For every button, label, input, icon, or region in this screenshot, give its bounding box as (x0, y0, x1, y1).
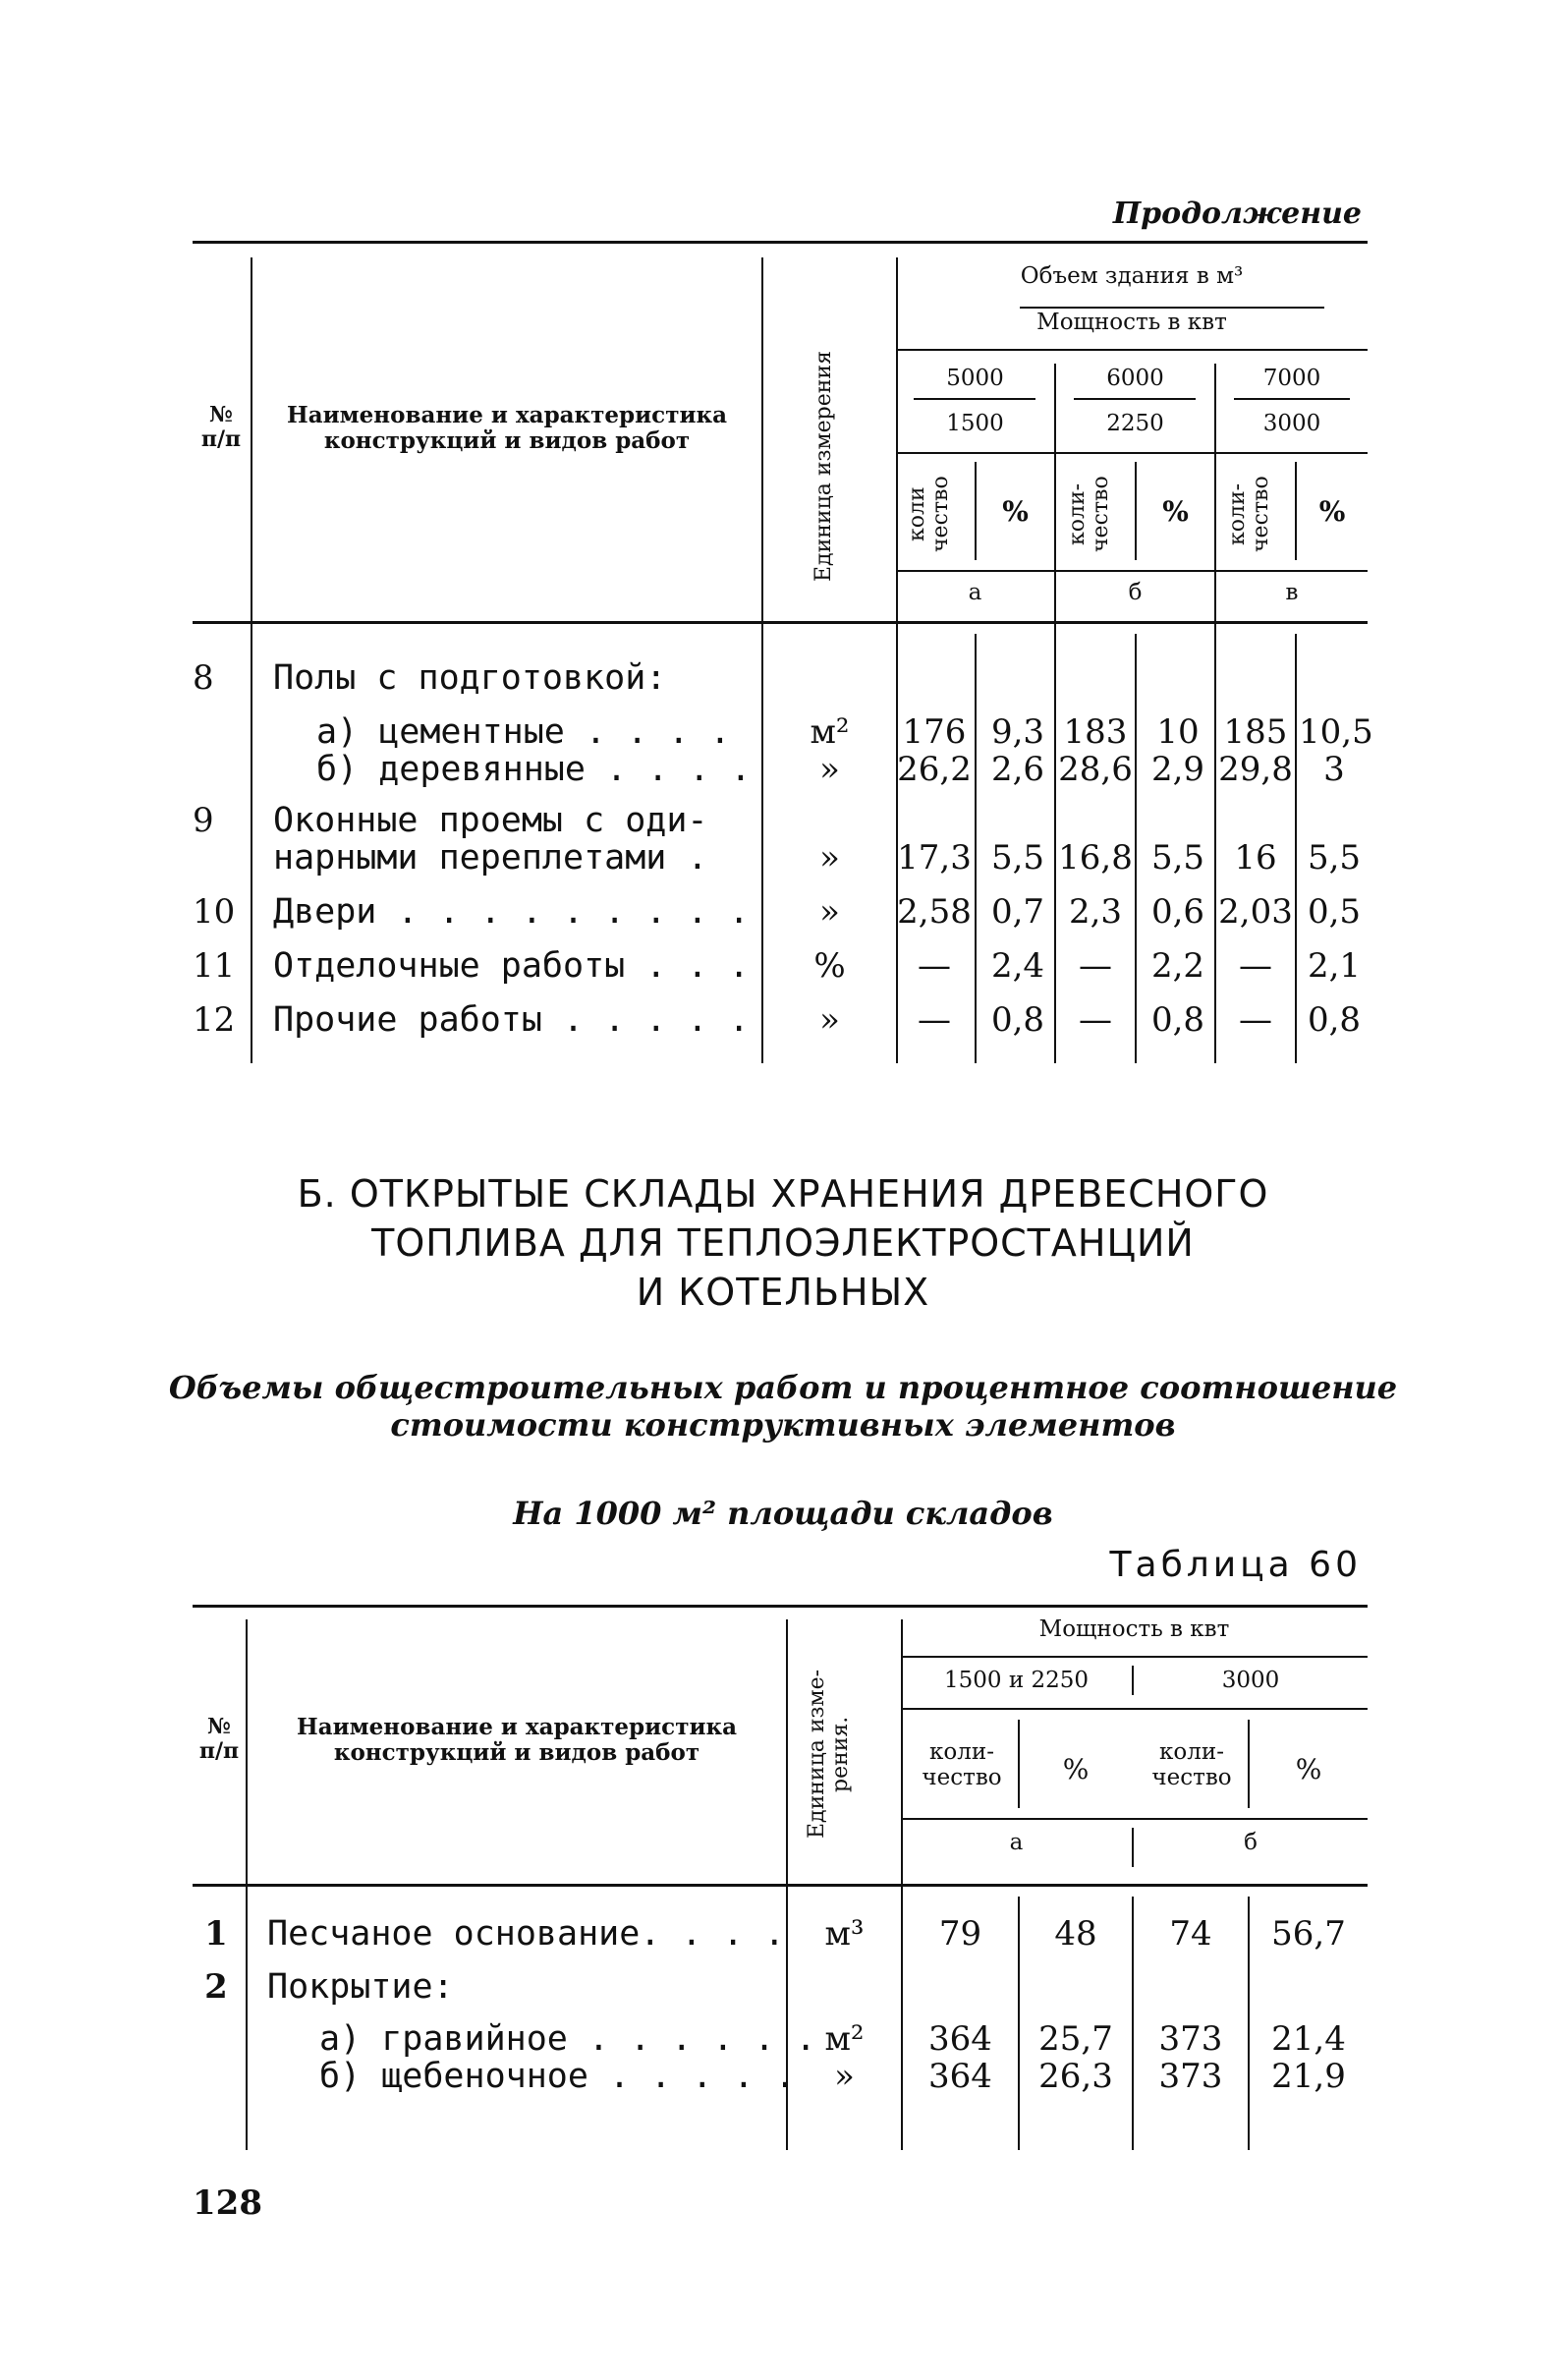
row-value: 0,5 (1307, 892, 1362, 932)
area-note: На 1000 м² площади складов (513, 1495, 1053, 1532)
fraction-rule (1074, 398, 1196, 400)
row-value: 2,58 (897, 892, 972, 932)
table-1-values-rule (896, 452, 1368, 454)
row-value: 5,5 (1307, 838, 1362, 878)
row-name: Покрытие: (267, 1967, 454, 2007)
percent-header: % (1002, 495, 1029, 528)
col-header-name: Наименование и характеристика конструкций и видов работ (286, 402, 728, 455)
table-1-col-rule (251, 257, 252, 1063)
row-value: 48 (1054, 1914, 1097, 1954)
quantity-header: коли- чество (922, 1739, 1002, 1791)
row-name: Полы с подготовкой: (273, 658, 667, 698)
table-1-volume-rule (1020, 307, 1324, 309)
row-value: 0,8 (1150, 1000, 1205, 1040)
row-value: — (1239, 1000, 1272, 1040)
table-1-subcol-rule (975, 634, 977, 1063)
row-unit: м² (824, 2019, 865, 2059)
row-value: 2,03 (1218, 892, 1293, 932)
power-value: 2250 (1106, 411, 1164, 436)
row-number: 8 (193, 658, 214, 698)
row-value: 74 (1169, 1914, 1212, 1954)
group-letter: б (1244, 1830, 1258, 1855)
power-header: Мощность в квт (1038, 1616, 1230, 1642)
page-number: 128 (193, 2183, 262, 2223)
row-number: 11 (193, 946, 236, 986)
row-value: 2,3 (1068, 892, 1123, 932)
section-title-line: Б. ОТКРЫТЫЕ СКЛАДЫ ХРАНЕНИЯ ДРЕВЕСНОГО (297, 1172, 1269, 1216)
table-1-subcol-rule (1295, 634, 1297, 1063)
row-name: Отделочные работы . . . (273, 946, 750, 986)
row-value: 16,8 (1058, 838, 1133, 878)
fraction-rule (914, 398, 1035, 400)
row-value: 0,6 (1150, 892, 1205, 932)
group-letter: а (968, 580, 982, 605)
row-value: 10,5 (1299, 712, 1373, 752)
row-number: 9 (193, 801, 214, 840)
row-value: 56,7 (1271, 1914, 1346, 1954)
row-value: 26,2 (897, 750, 972, 789)
group-letter: в (1285, 580, 1299, 605)
row-value: — (918, 1000, 951, 1040)
group-letter: б (1128, 580, 1143, 605)
row-value: 2,2 (1150, 946, 1205, 986)
quantity-header: коли чество (905, 476, 954, 552)
row-value: 0,8 (1307, 1000, 1362, 1040)
row-value: 79 (938, 1914, 982, 1954)
row-name: Прочие работы . . . . . (273, 1000, 750, 1040)
table-1-subcol-rule (1135, 634, 1137, 1063)
table-2-subheader-rule (901, 1708, 1368, 1710)
table-2-top-rule (193, 1605, 1368, 1608)
row-value: 183 (1063, 712, 1128, 752)
row-value: 16 (1234, 838, 1277, 878)
row-unit: » (819, 1000, 840, 1040)
section-title-line: ТОПЛИВА ДЛЯ ТЕПЛОЭЛЕКТРОСТАНЦИЙ (371, 1221, 1195, 1265)
row-value: 2,6 (990, 750, 1045, 789)
row-value: 364 (928, 2019, 992, 2059)
percent-header: % (1062, 1753, 1090, 1785)
volume-value: 6000 (1106, 366, 1164, 391)
row-name: Двери . . . . . . . . . (273, 892, 750, 932)
row-value: 0,7 (990, 892, 1045, 932)
row-value: 176 (902, 712, 967, 752)
group-letter: а (1009, 1830, 1024, 1855)
table-1-top-rule (193, 241, 1368, 244)
row-value: — (918, 946, 951, 986)
row-unit: » (819, 838, 840, 878)
row-value: 10 (1156, 712, 1200, 752)
subtitle-line: Объемы общестроительных работ и процентное соотношение (168, 1369, 1398, 1406)
row-unit: % (813, 946, 846, 986)
table-1-header-bottom-rule (193, 621, 1368, 624)
row-value: 5,5 (990, 838, 1045, 878)
col-header-name: Наименование и характеристика конструкций и видов работ (296, 1714, 738, 1767)
row-value: — (1079, 1000, 1112, 1040)
row-value: 364 (928, 2057, 992, 2096)
quantity-header: коли- чество (1151, 1739, 1232, 1791)
power-value: 3000 (1262, 411, 1321, 436)
row-name: Оконные проемы с оди- (273, 801, 708, 840)
row-value: 0,8 (990, 1000, 1045, 1040)
section-title-line: И КОТЕЛЬНЫХ (636, 1271, 930, 1314)
table-2-letters-rule (901, 1818, 1368, 1820)
row-value: 373 (1158, 2019, 1223, 2059)
row-unit: » (834, 2057, 855, 2096)
row-name: а) цементные . . . . (316, 712, 731, 752)
row-unit: м³ (824, 1914, 865, 1954)
row-value: 26,3 (1038, 2057, 1113, 2096)
quantity-header: коли- чество (1225, 476, 1274, 552)
table-2-power-rule (901, 1656, 1368, 1658)
volume-value: 5000 (946, 366, 1004, 391)
row-value: 17,3 (897, 838, 972, 878)
row-value: 3 (1323, 750, 1345, 789)
table-1-letters-rule (896, 570, 1368, 572)
row-value: 2,9 (1150, 750, 1205, 789)
row-value: — (1239, 946, 1272, 986)
row-unit: » (819, 892, 840, 932)
row-number: 10 (193, 892, 236, 932)
row-number: 2 (204, 1967, 228, 2007)
table-2-col-rule (246, 1619, 248, 2150)
row-unit: м² (810, 712, 850, 752)
row-number: 12 (193, 1000, 236, 1040)
table-2-header-bottom-rule (193, 1884, 1368, 1887)
power-value: 1500 и 2250 (943, 1668, 1090, 1693)
col-header-number: № п/п (198, 1714, 240, 1765)
table-1-power-rule (896, 349, 1368, 351)
col-header-unit: Единица изме- рения. (805, 1669, 854, 1840)
col-header-number: № п/п (200, 402, 242, 453)
row-value: 25,7 (1038, 2019, 1113, 2059)
subtitle-line: стоимости конструктивных элементов (390, 1406, 1176, 1444)
volume-header: Объем здания в м³ (1020, 263, 1244, 289)
quantity-header: коли- чество (1065, 476, 1114, 552)
row-value: 2,1 (1307, 946, 1362, 986)
row-value: 9,3 (990, 712, 1045, 752)
row-value: 28,6 (1058, 750, 1133, 789)
row-name: б) щебеночное . . . . . (319, 2057, 796, 2096)
continuation-label: Продолжение (1112, 197, 1362, 231)
percent-header: % (1162, 495, 1189, 528)
row-value: 373 (1158, 2057, 1223, 2096)
row-name: б) деревянные . . . . (316, 750, 752, 789)
percent-header: % (1318, 495, 1346, 528)
row-name: нарными переплетами . (273, 838, 708, 878)
table-label: Таблица 60 (1109, 1545, 1362, 1585)
fraction-rule (1234, 398, 1350, 400)
row-number: 1 (204, 1914, 228, 1954)
row-value: 21,9 (1271, 2057, 1346, 2096)
table-1-col-rule (761, 257, 763, 1063)
volume-value: 7000 (1262, 366, 1321, 391)
row-name: а) гравийное . . . . . . (319, 2019, 816, 2059)
row-value: 29,8 (1218, 750, 1293, 789)
row-value: 2,4 (990, 946, 1045, 986)
row-value: — (1079, 946, 1112, 986)
row-name: Песчаное основание. . . . (267, 1914, 785, 1954)
power-header: Мощность в квт (1036, 310, 1227, 335)
power-value: 1500 (946, 411, 1004, 436)
col-header-unit: Единица измерения (811, 351, 836, 583)
power-value: 3000 (1221, 1668, 1280, 1693)
row-value: 185 (1223, 712, 1288, 752)
percent-header: % (1295, 1753, 1322, 1785)
row-value: 21,4 (1271, 2019, 1346, 2059)
row-unit: » (819, 750, 840, 789)
row-value: 5,5 (1150, 838, 1205, 878)
